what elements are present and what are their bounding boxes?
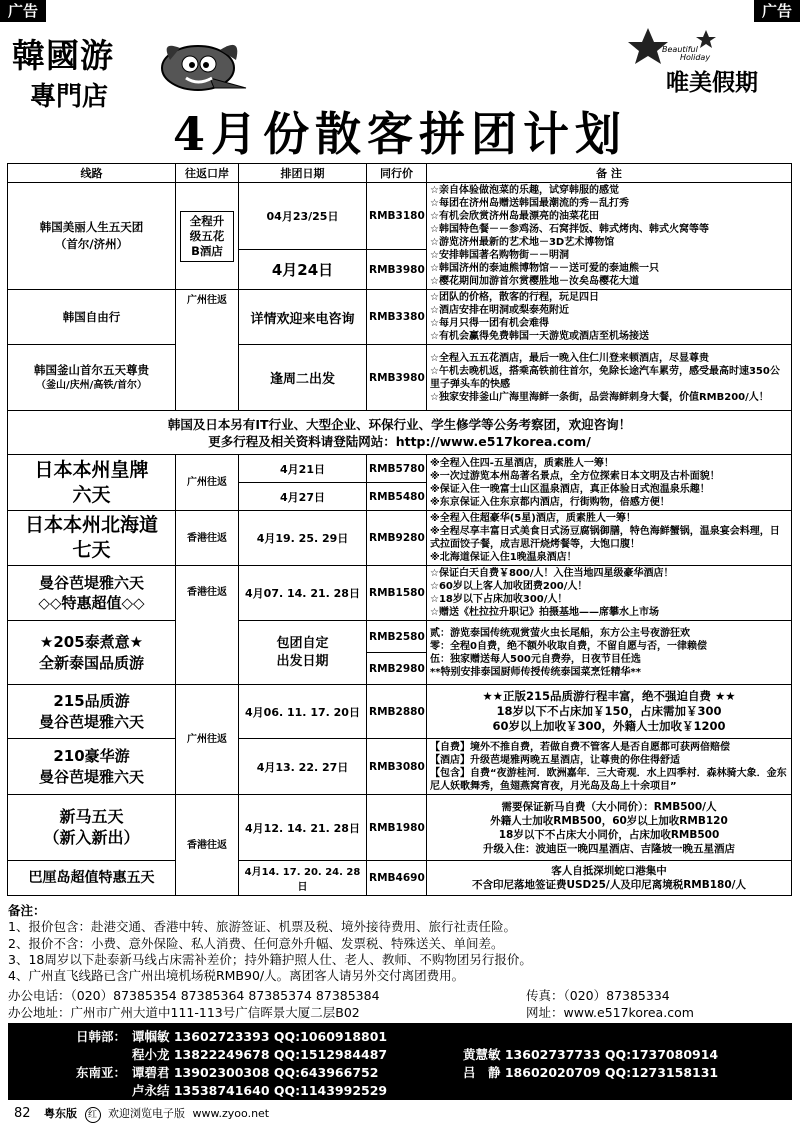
office-fax: 传真：（020）87385334: [526, 988, 670, 1003]
staff-contact: 谭帼敏 13602723393 QQ:1060918801: [132, 1029, 388, 1044]
date-cell: 4月21日: [239, 455, 367, 483]
route-thai-215: 215品质游 曼谷芭堤雅六天: [8, 685, 176, 739]
date-cell: 04月23/25日: [239, 183, 367, 250]
price-cell: RMB1580: [367, 566, 427, 621]
date-cell: 4月24日: [239, 250, 367, 290]
staff-contact: 吕 静 18602020709 QQ:1273158131: [463, 1065, 719, 1080]
header-price: 同行价: [367, 164, 427, 183]
table-header-row: [8, 164, 792, 183]
staff-contact-bar: [8, 1023, 792, 1100]
notes-sgmy: 需要保证新马自费（大小同价）：RMB500/人 外籍人士加收RMB500，60岁以上加收RMB120 18岁以下不占床大小同价，占床加收RMB500 升级入住：波迪臣一晚四星酒店、吉隆坡一晚五星酒店: [427, 795, 792, 861]
route-thai-210: 210豪华游 曼谷芭堤雅六天: [8, 739, 176, 795]
date-cell: 4月14. 17. 20. 24. 28日: [239, 861, 367, 896]
route-subname: （首尔/济州）: [54, 237, 129, 251]
notes-bali: 客人自抵深圳蛇口港集中 不含印尼落地签证费USD25/人及印尼离境税RMB180/人: [427, 861, 792, 896]
edition-label: 粤东版: [44, 1107, 78, 1120]
ad-label-left: 广告: [0, 0, 46, 22]
port-cell: 广州往返: [176, 455, 239, 511]
date-cell: 4月07. 14. 21. 28日: [239, 566, 367, 621]
table-row: [8, 455, 792, 483]
badge-icon: 红: [85, 1107, 101, 1123]
route-bali: 巴厘岛超值特惠五天: [8, 861, 176, 896]
remark-line: 2、报价不含：小费、意外保险、私人消费、任何意外升幅、发票税、特殊送关、单间差。: [8, 935, 504, 951]
office-phone: 办公电话：（020）87385354 87385364 87385374 87385384: [8, 988, 380, 1003]
table-row: [8, 739, 792, 795]
route-korea-free: 韩国自由行: [8, 290, 176, 345]
price-cell: RMB9280: [367, 511, 427, 566]
route-japan-hokkaido: 日本本州北海道 七天: [8, 511, 176, 566]
notes-thai-pattaya: ☆保证白天自费￥800/人！入住当地四星级豪华酒店！ ☆60岁以上客人加收团费200/人！ ☆18岁以下占床加收300/人！ ☆赠送《杜拉拉升职记》拍摄基地——席攀水上市场: [427, 566, 792, 621]
price-cell: RMB3180: [367, 183, 427, 250]
date-cell: 4月13. 22. 27日: [239, 739, 367, 795]
table-row: [8, 795, 792, 861]
date-cell: 4月12. 14. 21. 28日: [239, 795, 367, 861]
price-cell: RMB2880: [367, 685, 427, 739]
header-port: 往返口岸: [176, 164, 239, 183]
date-cell: 4月27日: [239, 483, 367, 511]
notes-japan-honshu: ※全程入住四-五星酒店，质素胜人一筹！ ※一次过游览本州岛著名景点，全方位探索日本文明及古朴面貌！ ※保证入住一晚富士山区温泉酒店，真正体验日式泡温泉乐趣！ ※东京保证入住东京都内酒店，行街购物，倍感方便！: [427, 455, 792, 511]
route-name: 韩国美丽人生五天团: [39, 220, 144, 235]
table-row: [8, 290, 792, 345]
price-cell: RMB5480: [367, 483, 427, 511]
ad-label-right: 广告: [754, 0, 800, 22]
logo-script-holiday: Holiday: [680, 53, 711, 62]
date-cell: 4月19. 25. 29日: [239, 511, 367, 566]
route-korea-busan: 韩国釜山首尔五天尊贵 （釜山/庆州/高铁/首尔）: [8, 345, 176, 411]
page-footer: [14, 1105, 269, 1123]
page-number: 82: [14, 1106, 31, 1121]
notes-korea-5day: ☆亲自体验做泡菜的乐趣，试穿韩服的感觉 ☆每团在济州岛赠送韩国最潮流的秀－乱打秀 ☆有机会欣赏济州岛最漂亮的油菜花田 ☆韩国特色餐－－参鸡汤、石窝拌饭、韩式烤肉、韩式火窝等等 ☆游览济州最新的艺术地－3D艺术博物馆 ☆安排韩国著名购物街－－明洞 ☆韩国济州的泰迪熊博物馆－－送可爱的泰迪熊一只 ☆樱花期间加游首尔赏樱胜地－汝矣岛樱花大道: [427, 183, 792, 290]
staff-contact: 黄慧敏 13602737733 QQ:1737080914: [463, 1047, 719, 1062]
remarks-title: 备注：: [8, 903, 46, 918]
notes-korea-busan: ☆全程入五五花酒店，最后一晚入住仁川登来顿酒店，尽显尊贵 ☆午机去晚机返，搭乘高铁前往首尔，免除长途汽车累劳，感受最高时速350公里子弹头车的快感 ☆独家安排釜山广海里海鲜一条街，品尝海鲜刺身大餐，价值RMB200/人！: [427, 345, 792, 411]
remarks-section: [8, 903, 792, 984]
staff-dept-japan-korea: 日韩部：: [76, 1029, 127, 1044]
footer-site-link[interactable]: www.zyoo.net: [192, 1107, 270, 1120]
date-cell: 逢周二出发: [239, 345, 367, 411]
star-logo-icon: [628, 26, 738, 66]
date-cell: 4月06. 11. 17. 20日: [239, 685, 367, 739]
remark-line: 3、18周岁以下赴泰新马线占床需补差价；持外籍护照人仕、老人、教师、不购物团另行报价。: [8, 951, 532, 967]
price-cell: RMB3380: [367, 290, 427, 345]
staff-contact: 卢永结 13538741640 QQ:1143992529: [132, 1083, 388, 1098]
price-cell: RMB3980: [367, 250, 427, 290]
table-row: [8, 685, 792, 739]
route-sgmy: 新马五天 （新入新出）: [8, 795, 176, 861]
staff-dept-southeast-asia: 东南亚：: [76, 1065, 127, 1080]
port-cell: 香港往返: [176, 566, 239, 685]
table-row: [8, 511, 792, 566]
inquiry-banner: [8, 411, 792, 455]
date-cell: 详情欢迎来电咨询: [239, 290, 367, 345]
remark-line: 4、广州直飞线路已含广州出境机场税RMB90/人。离团客人请另外交付离团费用。: [8, 968, 465, 984]
brand-title: 韓國游: [12, 36, 114, 75]
table-row: [8, 861, 792, 896]
notes-thai-210: 【自费】境外不推自费，若做自费不管客人是否自愿都可获两倍赔偿 【酒店】升级芭堤雅两晚五星酒店，让尊贵的你住得舒适 【包含】自费“夜游桂河．欧洲嘉年．三大奇观．水上四季村．森林骑大象．金东尼人妖歌舞秀，鱼翅燕窝宵夜，月光岛及岛上十余项目”: [427, 739, 792, 795]
header-route: 线路: [8, 164, 176, 183]
price-cell: RMB2580: [367, 621, 427, 653]
brand-subtitle: 專門店: [30, 82, 109, 112]
price-cell: RMB1980: [367, 795, 427, 861]
staff-contact: 谭碧君 13902300308 QQ:643966752: [132, 1065, 379, 1080]
tour-schedule-table: [7, 163, 792, 896]
price-cell: RMB5780: [367, 455, 427, 483]
header-notes: 备 注: [427, 164, 792, 183]
price-cell: RMB3980: [367, 345, 427, 411]
airplane-mascot-icon: [150, 30, 250, 100]
upgrade-note: 全程升 级五花 B酒店: [180, 211, 234, 262]
brand-right-name: 唯美假期: [666, 70, 758, 96]
header-date: 排团日期: [239, 164, 367, 183]
price-cell: RMB4690: [367, 861, 427, 896]
date-cell: 包团自定 出发日期: [239, 621, 367, 685]
staff-contact: 程小龙 13822249678 QQ:1512984487: [132, 1047, 388, 1062]
inquiry-text: 韩国及日本另有IT行业、大型企业、环保行业、学生修学等公务考察团，欢迎咨询！: [167, 416, 632, 432]
route-thai-205: ★205泰煮意★ 全新泰国品质游: [8, 621, 176, 685]
notes-thai-215: ★★正版215品质游行程丰富，绝不强迫自费 ★★ 18岁以下不占床加￥150，占床需加￥300 60岁以上加收￥300，外籍人士加收￥1200: [427, 685, 792, 739]
route-korea-5day: [8, 183, 176, 290]
table-row: [8, 411, 792, 455]
website-link[interactable]: 更多行程及相关资料请登陆网站：http://www.e517korea.com/: [208, 433, 591, 449]
logo-script-beautiful: Beautiful: [662, 45, 698, 54]
remark-line: 1、报价包含：赴港交通、香港中转、旅游签证、机票及税、境外接待费用、旅行社责任险。: [8, 919, 516, 935]
route-thai-pattaya: 曼谷芭堤雅六天 ◇◇特惠超值◇◇: [8, 566, 176, 621]
port-cell: 香港往返: [176, 795, 239, 896]
route-japan-honshu: 日本本州皇牌 六天: [8, 455, 176, 511]
price-cell: RMB3080: [367, 739, 427, 795]
table-row: [8, 566, 792, 621]
port-cell: 广州往返: [176, 290, 239, 411]
table-row: [8, 621, 792, 653]
port-cell: 广州往返: [176, 685, 239, 795]
port-cell: 香港往返: [176, 511, 239, 566]
table-row: [8, 183, 792, 250]
office-website[interactable]: 网址：www.e517korea.com: [526, 1005, 694, 1020]
page-title: 4月份散客拼团计划: [172, 107, 627, 161]
notes-thai-205: 贰：游览泰国传统观赏萤火虫长尾船，东方公主号夜游狂欢 零：全程0自费，绝不额外收取自费，不留自愿与否，一律赖偿 伍：独家赠送每人500元自费券，日夜节目任选 **特别安排泰国厨师传授传统泰国菜烹饪精华**: [427, 621, 792, 685]
office-address: 办公地址：广州市广州大道中111-113号广信晖景大厦二层B02: [8, 1005, 360, 1020]
notes-korea-free: ☆团队的价格，散客的行程，玩足四日 ☆酒店安排在明洞或梨泰苑附近 ☆每月只得一团有机会难得 ☆有机会赢得免费韩国一天游览或酒店至机场接送: [427, 290, 792, 345]
notes-japan-hokkaido: ※全程入住超豪华(5星)酒店，质素胜人一筹！ ※全程尽享丰富日式美食日式汤豆腐锅御膳，特色海鲜蟹锅，温泉宴会料理，日式拉面饺子餐，成吉思汗烧烤餐等，大饱口腹！ ※北海道保证入住1晚温泉酒店！: [427, 511, 792, 566]
upgrade-cell: [176, 183, 239, 290]
price-cell: RMB2980: [367, 653, 427, 685]
table-row: [8, 345, 792, 411]
footer-text: 欢迎浏览电子版: [108, 1107, 186, 1120]
